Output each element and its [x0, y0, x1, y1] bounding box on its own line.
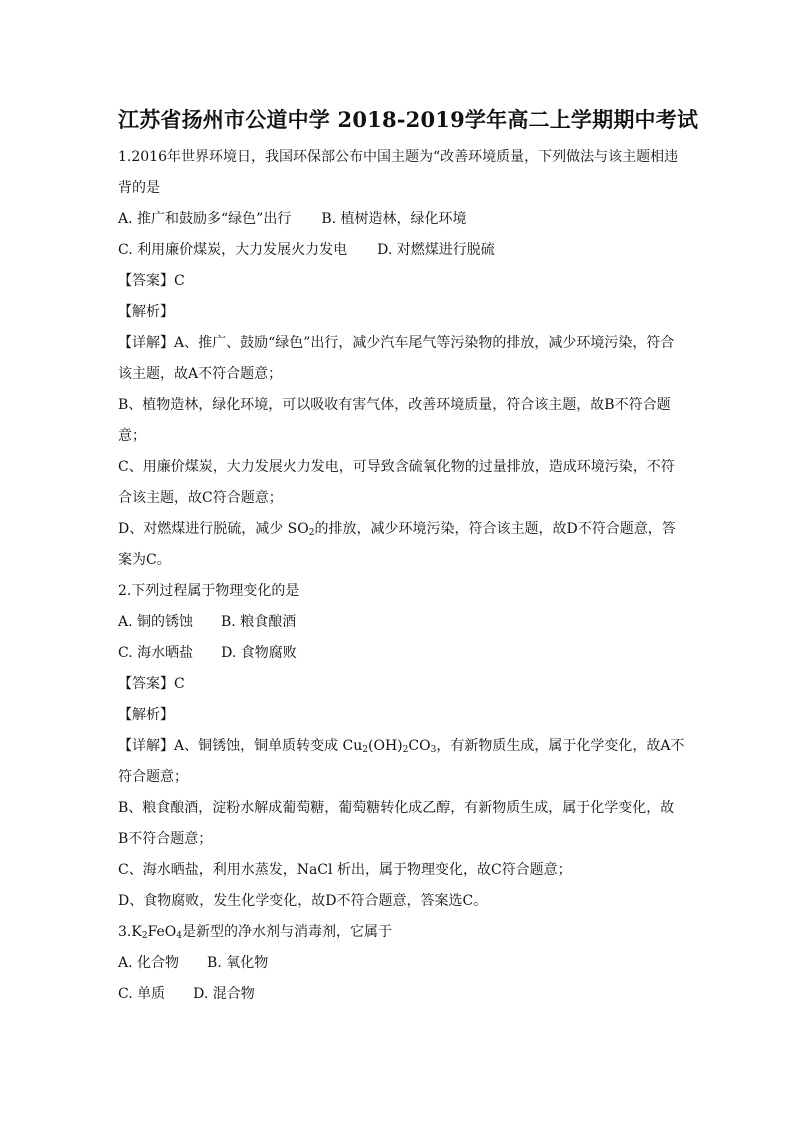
- question-1-detail: 【详解】A、推广、鼓励“绿色”出行，减少汽车尾气等污染物的排放，减少环境污染，符合: [118, 335, 675, 351]
- question-1-detail: 意；: [118, 428, 146, 444]
- question-3-option-d: D. 混合物: [193, 986, 255, 1002]
- question-2-option-c: C. 海水晒盐: [118, 645, 194, 661]
- question-1-option-d: D. 对燃煤进行脱硫: [377, 242, 495, 258]
- question-2-detail: [118, 731, 685, 762]
- text-run: (OH): [368, 738, 403, 754]
- question-2: [118, 576, 685, 917]
- subscript: 2: [402, 745, 409, 755]
- question-1-analysis-heading: 【解析】: [118, 304, 174, 320]
- subscript: 2: [308, 528, 315, 538]
- question-3-options-ab: [118, 948, 676, 979]
- text-run: 的排放，减少环境污染，符合该主题，故D不符合题意，答: [314, 521, 676, 537]
- text-run: ，有新物质生成，属于化学变化，故A不: [436, 738, 685, 754]
- text-run: 3.K: [118, 924, 142, 940]
- question-2-detail: D、食物腐败，发生化学变化，故D不符合题意，答案选C。: [118, 893, 488, 909]
- question-2-option-a: A. 铜的锈蚀: [118, 614, 194, 630]
- question-2-options-cd: [118, 638, 676, 669]
- question-3-option-a: A. 化合物: [118, 955, 180, 971]
- question-1-detail: [118, 514, 676, 545]
- question-3-stem: [118, 917, 676, 948]
- subscript: 3: [430, 745, 437, 755]
- question-1-options-ab: [118, 204, 676, 235]
- text-run: D、对燃煤进行脱硫，减少 SO: [118, 521, 309, 537]
- question-1-detail: 案为C。: [118, 552, 171, 568]
- question-1-stem: 1.2016年世界环境日，我国环保部公布中国主题为“改善环境质量，下列做法与该主题相违: [118, 149, 679, 165]
- question-3: [118, 917, 676, 1010]
- question-1-options-cd: [118, 235, 676, 266]
- text-run: 【详解】A、铜锈蚀，铜单质转变成 Cu: [118, 738, 363, 754]
- question-3-option-c: C. 单质: [118, 986, 166, 1002]
- text-run: FeO: [147, 924, 177, 940]
- question-1-detail: 合该主题，故C符合题意；: [118, 490, 283, 506]
- question-2-detail: B、粮食酿酒，淀粉水解成葡萄糖，葡萄糖转化成乙醇，有新物质生成，属于化学变化，故: [118, 800, 675, 816]
- question-1-option-b: B. 植树造林，绿化环境: [321, 211, 467, 227]
- question-2-option-d: D. 食物腐败: [221, 645, 297, 661]
- question-2-answer: 【答案】C: [118, 676, 185, 692]
- text-run: CO: [408, 738, 431, 754]
- question-2-stem: 2.下列过程属于物理变化的是: [118, 583, 300, 599]
- question-1-detail: C、用廉价煤炭，大力发展火力发电，可导致含硫氧化物的过量排放，造成环境污染，不符: [118, 459, 675, 475]
- subscript: 4: [176, 931, 183, 941]
- subscript: 2: [141, 931, 148, 941]
- document-title: 江苏省扬州市公道中学 2018-2019学年高二上学期期中考试: [118, 107, 699, 132]
- question-2-detail: B不符合题意；: [118, 831, 213, 847]
- question-1-detail: B、植物造林，绿化环境，可以吸收有害气体，改善环境质量，符合该主题，故B不符合题: [118, 397, 671, 413]
- question-2-detail: C、海水晒盐，利用水蒸发，NaCl 析出，属于物理变化，故C符合题意；: [118, 862, 572, 878]
- question-1: [118, 142, 679, 576]
- question-3-option-b: B. 氧化物: [207, 955, 269, 971]
- question-2-analysis-heading: 【解析】: [118, 707, 174, 723]
- question-1-detail: 该主题，故A不符合题意；: [118, 366, 283, 382]
- text-run: 是新型的净水剂与消毒剂，它属于: [182, 924, 393, 940]
- question-2-option-b: B. 粮食酿酒: [221, 614, 297, 630]
- question-3-options-cd: [118, 979, 676, 1010]
- question-1-option-c: C. 利用廉价煤炭，大力发展火力发电: [118, 242, 348, 258]
- question-1-answer: 【答案】C: [118, 273, 185, 289]
- question-1-option-a: A. 推广和鼓励多“绿色”出行: [118, 211, 292, 227]
- question-2-options-ab: [118, 607, 676, 638]
- question-1-stem-cont: 背的是: [118, 180, 160, 196]
- subscript: 2: [362, 745, 369, 755]
- question-2-detail: 符合题意；: [118, 769, 188, 785]
